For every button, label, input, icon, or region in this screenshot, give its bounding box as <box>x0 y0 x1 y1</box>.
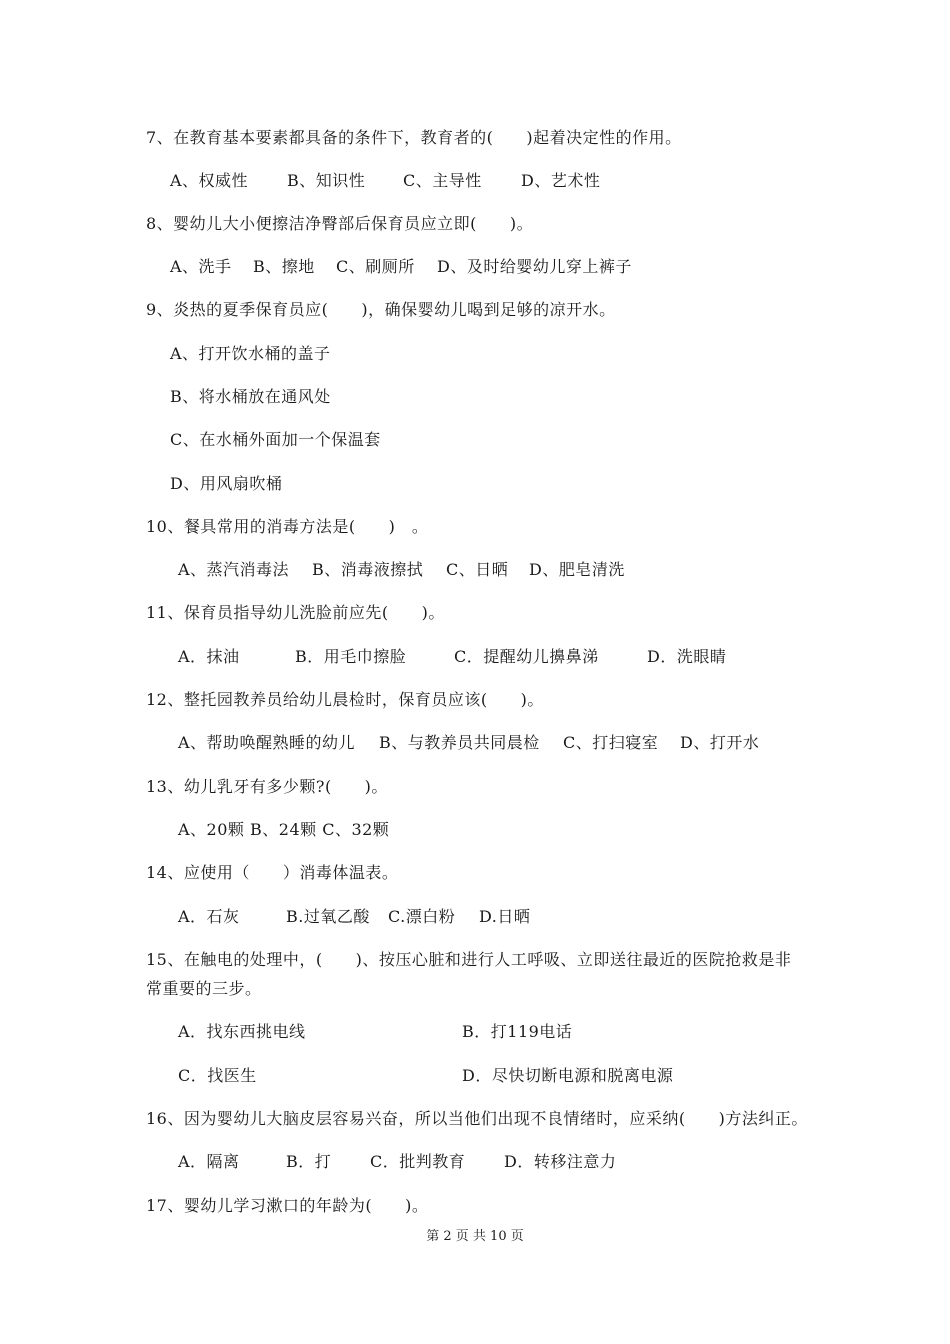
option: D、及时给婴幼儿穿上裤子 <box>437 257 632 276</box>
option: B.过氧乙酸 <box>286 907 370 926</box>
option: C．提醒幼儿擤鼻涕 <box>454 647 599 666</box>
option: C．找医生 <box>178 1066 257 1085</box>
option: C、在水桶外面加一个保温套 <box>170 430 381 449</box>
option: D．尽快切断电源和脱离电源 <box>462 1066 674 1085</box>
option: A、帮助唤醒熟睡的幼儿 <box>178 733 356 752</box>
question-stem: 15、在触电的处理中，( )、按压心脏和进行人工呼吸、立即送往最近的医院抢救是非 <box>146 950 792 969</box>
option: B、消毒液擦拭 <box>312 560 424 579</box>
option: B．打 <box>286 1152 332 1171</box>
option: C、日晒 <box>446 560 509 579</box>
question-stem: 10、餐具常用的消毒方法是( ) 。 <box>146 517 429 536</box>
page-number-footer: 第 2 页 共 10 页 <box>426 1229 524 1244</box>
option: B、与教养员共同晨检 <box>379 733 540 752</box>
option: D、打开水 <box>680 733 760 752</box>
question-stem: 14、应使用（ ）消毒体温表。 <box>146 863 399 882</box>
option: C、主导性 <box>403 171 482 190</box>
option: A．找东西挑电线 <box>178 1022 306 1041</box>
question-stem: 12、整托园教养员给幼儿晨检时，保育员应该( )。 <box>146 690 544 709</box>
question-stem: 11、保育员指导幼儿洗脸前应先( )。 <box>146 603 445 622</box>
option: A、蒸汽消毒法 <box>178 560 290 579</box>
option: D．转移注意力 <box>504 1152 617 1171</box>
question-stem: 7、在教育基本要素都具备的条件下，教育者的( )起着决定性的作用。 <box>146 128 682 147</box>
option: B．打119电话 <box>462 1022 573 1041</box>
option: D.日晒 <box>479 907 531 926</box>
option: B．用毛巾擦脸 <box>295 647 407 666</box>
option: A、20颗 B、24颗 C、32颗 <box>178 820 390 839</box>
option: D、艺术性 <box>521 171 601 190</box>
option: D、用风扇吹桶 <box>170 474 283 493</box>
question-stem: 17、婴幼儿学习漱口的年龄为( )。 <box>146 1196 429 1215</box>
option: D、肥皂清洗 <box>529 560 625 579</box>
option: C、刷厕所 <box>336 257 415 276</box>
option: A．石灰 <box>178 907 240 926</box>
option: B、擦地 <box>253 257 315 276</box>
option: C、打扫寝室 <box>563 733 659 752</box>
option: A、权威性 <box>170 171 249 190</box>
question-stem-continued: 常重要的三步。 <box>146 979 262 998</box>
option: B、知识性 <box>287 171 366 190</box>
question-stem: 13、幼儿乳牙有多少颗?( )。 <box>146 777 388 796</box>
option: B、将水桶放在通风处 <box>170 387 331 406</box>
option: A．隔离 <box>178 1152 240 1171</box>
option: C.漂白粉 <box>388 907 456 926</box>
question-stem: 8、婴幼儿大小便擦洁净臀部后保育员应立即( )。 <box>146 214 534 233</box>
question-stem: 9、炎热的夏季保育员应( )，确保婴幼儿喝到足够的凉开水。 <box>146 300 616 319</box>
option: A、打开饮水桶的盖子 <box>170 344 331 363</box>
option: A．抹油 <box>178 647 240 666</box>
question-stem: 16、因为婴幼儿大脑皮层容易兴奋，所以当他们出现不良情绪时，应采纳( )方法纠正。 <box>146 1109 808 1128</box>
option: C．批判教育 <box>370 1152 466 1171</box>
option: D．洗眼睛 <box>647 647 727 666</box>
option: A、洗手 <box>170 257 232 276</box>
